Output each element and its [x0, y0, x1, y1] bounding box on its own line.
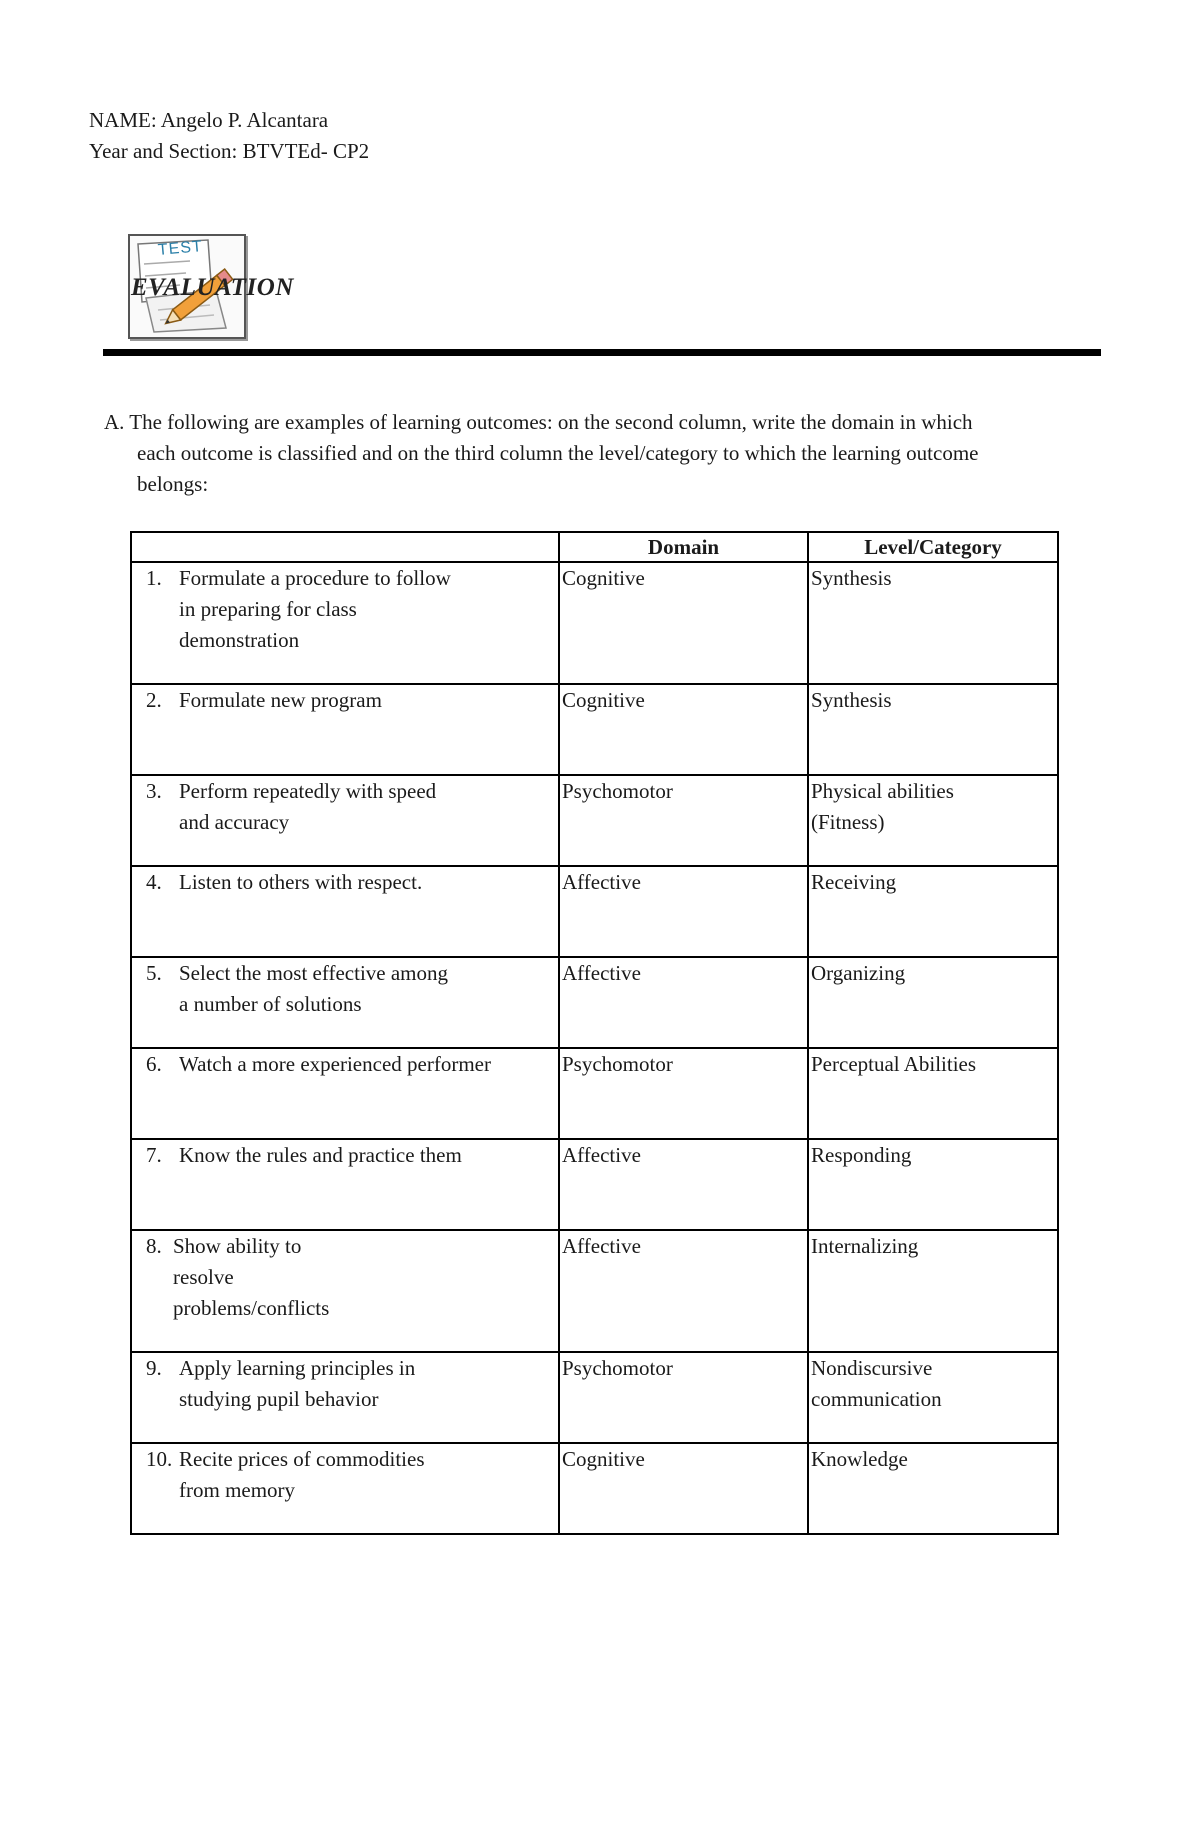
header-outcome — [131, 532, 559, 562]
outcome-text: problems/conflicts — [173, 1296, 330, 1320]
level-text: Synthesis — [811, 688, 892, 712]
outcome-number: 6. — [146, 1052, 162, 1076]
level-cell — [808, 866, 1058, 957]
level-cell — [808, 775, 1058, 866]
instructions-line: each outcome is classified and on the third column the level/category to which the learning outcome — [137, 441, 979, 465]
level-cell — [808, 1443, 1058, 1534]
outcome-cell — [131, 1352, 559, 1443]
outcome-text: Formulate new program — [179, 688, 382, 712]
level-text: Perceptual Abilities — [811, 1052, 977, 1076]
table-row — [131, 1048, 1058, 1139]
outcome-cell — [131, 1048, 559, 1139]
domain-cell: Cognitive — [559, 562, 808, 684]
outcome-text: Select the most effective among — [179, 961, 449, 985]
outcome-number: 2. — [146, 688, 162, 712]
table-header-row — [131, 532, 1058, 562]
table-row — [131, 866, 1058, 957]
level-text: Organizing — [811, 961, 906, 985]
outcome-cell — [131, 866, 559, 957]
outcome-text: Recite prices of commodities — [179, 1447, 425, 1471]
table-row — [131, 562, 1058, 684]
outcome-cell — [131, 1443, 559, 1534]
test-badge-text: TEST — [157, 238, 204, 259]
table-row — [131, 1230, 1058, 1352]
outcome-cell — [131, 957, 559, 1048]
domain-cell: Affective — [559, 866, 808, 957]
outcome-text: studying pupil behavior — [179, 1387, 379, 1411]
learning-outcomes-table — [130, 531, 1059, 1535]
domain-cell: Psychomotor — [559, 1352, 808, 1443]
student-info — [89, 105, 369, 167]
table-row — [131, 1352, 1058, 1443]
table-row — [131, 775, 1058, 866]
instructions-line: belongs: — [137, 472, 209, 496]
divider — [103, 349, 1101, 356]
domain-cell: Affective — [559, 1139, 808, 1230]
outcome-text: demonstration — [179, 628, 300, 652]
table-row — [131, 1443, 1058, 1534]
level-cell — [808, 1048, 1058, 1139]
outcome-text: a number of solutions — [179, 992, 362, 1016]
level-text: Physical abilities — [811, 779, 954, 803]
level-text: communication — [811, 1387, 942, 1411]
outcome-number: 10. — [146, 1447, 173, 1471]
domain-cell: Psychomotor — [559, 775, 808, 866]
level-text: Internalizing — [811, 1234, 919, 1258]
level-cell — [808, 684, 1058, 775]
level-cell — [808, 1139, 1058, 1230]
domain-cell: Affective — [559, 957, 808, 1048]
outcome-text: from memory — [179, 1478, 296, 1502]
level-cell — [808, 1230, 1058, 1352]
header-domain: Domain — [559, 532, 808, 562]
outcome-number: 3. — [146, 779, 162, 803]
instructions-line: A. The following are examples of learning outcomes: on the second column, write the domain in which — [104, 410, 973, 434]
outcome-number: 4. — [146, 870, 162, 894]
table-row — [131, 684, 1058, 775]
outcome-text: Know the rules and practice them — [179, 1143, 462, 1167]
outcome-number: 1. — [146, 566, 162, 590]
outcome-cell — [131, 1230, 559, 1352]
outcome-text: Watch a more experienced performer — [179, 1052, 491, 1076]
domain-cell: Cognitive — [559, 1443, 808, 1534]
outcome-cell — [131, 775, 559, 866]
level-text: (Fitness) — [811, 810, 885, 834]
level-text: Nondiscursive — [811, 1356, 933, 1380]
outcome-number: 7. — [146, 1143, 162, 1167]
level-cell — [808, 957, 1058, 1048]
level-text: Receiving — [811, 870, 897, 894]
level-cell — [808, 1352, 1058, 1443]
outcome-text: Listen to others with respect. — [179, 870, 423, 894]
instructions — [104, 407, 1104, 500]
outcome-text: Formulate a procedure to follow — [179, 566, 451, 590]
evaluation-label: EVALUATION — [131, 274, 294, 301]
level-text: Responding — [811, 1143, 912, 1167]
level-cell — [808, 562, 1058, 684]
domain-cell: Cognitive — [559, 684, 808, 775]
outcome-number: 9. — [146, 1356, 162, 1380]
table-row — [131, 1139, 1058, 1230]
outcome-cell — [131, 562, 559, 684]
outcome-cell — [131, 684, 559, 775]
student-name: NAME: Angelo P. Alcantara — [89, 108, 329, 132]
outcome-number: 8. — [146, 1234, 162, 1258]
outcome-text: Perform repeatedly with speed — [179, 779, 437, 803]
level-text: Knowledge — [811, 1447, 908, 1471]
outcome-number: 5. — [146, 961, 162, 985]
domain-cell: Psychomotor — [559, 1048, 808, 1139]
outcome-text: resolve — [173, 1265, 234, 1289]
outcome-text: Show ability to — [173, 1234, 302, 1258]
table-row — [131, 957, 1058, 1048]
header-level: Level/Category — [808, 532, 1058, 562]
outcome-cell — [131, 1139, 559, 1230]
outcome-text: Apply learning principles in — [179, 1356, 416, 1380]
student-section: Year and Section: BTVTEd- CP2 — [89, 139, 370, 163]
domain-cell: Affective — [559, 1230, 808, 1352]
level-text: Synthesis — [811, 566, 892, 590]
outcome-text: in preparing for class — [179, 597, 357, 621]
outcome-text: and accuracy — [179, 810, 290, 834]
